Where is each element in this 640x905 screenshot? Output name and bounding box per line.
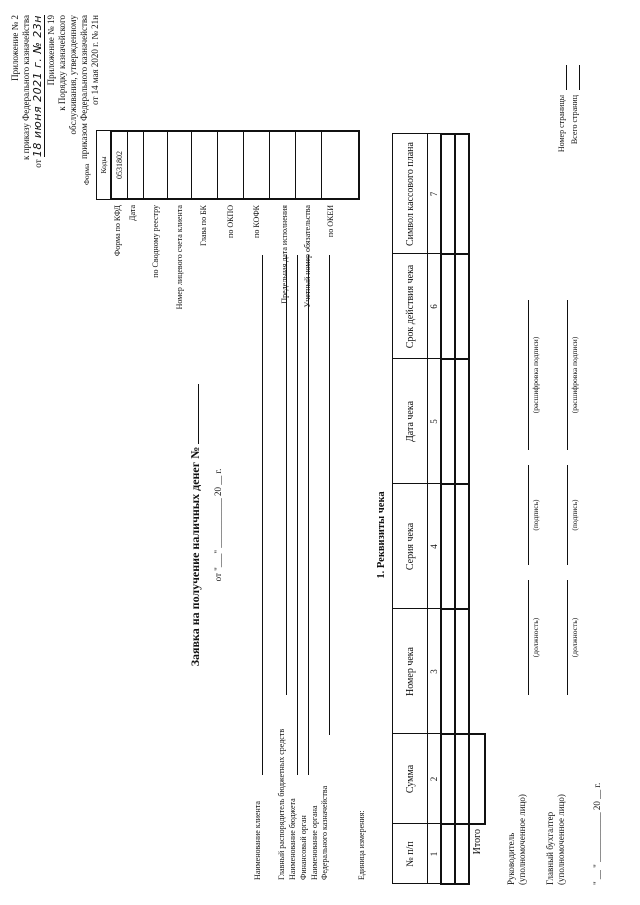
annex-order-line: к приказу Федерального казначейства [21,15,31,160]
label-account: Номер лицевого счета клиента [175,205,184,310]
code-okei [322,132,358,198]
col-header: Сумма [393,734,428,824]
head-decoding-field[interactable] [528,300,529,450]
codes-header: Коды [96,130,110,200]
total-pages-field[interactable] [579,65,580,90]
accountant-position-caption: (должность) [570,617,579,658]
form-label: Форма [82,163,91,185]
annex-sub-title: Приложение № 19 [46,15,56,86]
codes-box [110,130,360,200]
table-header-row [393,134,428,884]
cell[interactable] [441,484,455,609]
cell[interactable] [441,254,455,359]
section-title: 1. Реквизиты чека [376,491,387,579]
cell[interactable] [441,134,455,254]
col-header: Символ кассового плана [393,134,428,254]
page-number-field[interactable] [566,65,567,90]
head-label-1: Руководитель [506,832,516,885]
label-obligation: Учетный номер обязательства [303,205,312,308]
label-okpo: по ОКПО [226,205,235,238]
head-decoding-caption: (расшифровка подписи) [531,336,540,414]
code-deadline [270,132,296,198]
doc-title: Заявка на получение наличных денег № [188,315,203,735]
fin-field[interactable] [308,255,309,775]
col-number: 6 [428,254,442,359]
col-number: 5 [428,359,442,484]
table-row [441,134,455,884]
code-kfd: 0531802 [112,132,128,198]
col-header: Дата чека [393,359,428,484]
accountant-label-1: Главный бухгалтер [545,811,555,885]
label-date: Дата [128,205,137,221]
cell[interactable] [441,824,455,884]
head-signature-caption: (подпись) [531,499,540,531]
accountant-signature-field[interactable] [567,465,568,565]
col-header: Номер чека [393,609,428,734]
cell[interactable] [441,609,455,734]
label-okei: по ОКЕИ [326,205,335,238]
col-number: 2 [428,734,442,824]
label-registry: по Сводному реестру [151,205,160,278]
code-registry [144,132,168,198]
cell[interactable] [455,609,469,734]
signature-date-line: " __ " ___________ 20 __ г. [592,782,602,885]
label-gr: Главный распорядитель бюджетных средств [277,728,286,880]
cell[interactable] [455,824,469,884]
client-field[interactable] [262,255,263,775]
label-kfd: Форма по КФД [113,205,122,257]
label-glava: Глава по БК [199,205,208,246]
label-budget: Наименование бюджета [288,798,297,880]
label-kofk: по КОФК [252,205,261,238]
page-number-label: Номер страницы [557,95,566,153]
fk-field[interactable] [329,255,330,735]
accountant-decoding-caption: (расшифровка подписи) [570,336,579,414]
col-number: 3 [428,609,442,734]
label-client: Наименование клиента [253,801,262,880]
cell[interactable] [455,734,469,824]
total-pages-label: Всего страниц [570,95,579,145]
column-number-row [428,134,442,884]
col-number: 1 [428,824,442,884]
cell[interactable] [441,734,455,824]
handwritten-date: 18 июня 2021 г. № 23н [31,15,44,158]
total-label: Итого [472,829,483,855]
cell[interactable] [455,359,469,484]
annex-block: Приложение № 2 к приказу Федерального казначейства от 18 июня 2021 г. № 23н Приложение № 19 к Порядку казначейского обслуживания, утвержденному приказом Федерального казначейства от 14 мая 2020 г. № 21н [10,15,101,345]
col-header: № п/п [393,824,428,884]
label-fin: Финансовый орган [299,815,308,880]
code-kofk [244,132,270,198]
accountant-signature-caption: (подпись) [570,499,579,531]
cell[interactable] [455,484,469,609]
cell[interactable] [455,134,469,254]
head-label-2: (уполномоченное лицо) [517,794,527,885]
label-fk2: Федерального казначейства [320,785,329,880]
cell[interactable] [441,359,455,484]
table-row [455,134,469,884]
budget-field[interactable] [297,255,298,775]
accountant-position-field[interactable] [567,580,568,695]
cheque-table [392,133,486,885]
label-fk1: Наименование органа [310,805,319,880]
col-header: Серия чека [393,484,428,609]
cell[interactable] [455,254,469,359]
annex-title: Приложение № 2 [10,15,20,81]
total-sum-cell[interactable] [469,734,485,824]
col-header: Срок действия чека [393,254,428,359]
label-unit: Единица измерения: [357,810,366,880]
code-date [128,132,144,198]
code-okpo [218,132,244,198]
accountant-decoding-field[interactable] [567,300,568,450]
accountant-label-2: (уполномоченное лицо) [556,794,566,885]
col-number: 7 [428,134,442,254]
col-number: 4 [428,484,442,609]
code-obligation [296,132,322,198]
annex-date-line: от 18 июня 2021 г. № 23н [31,15,44,168]
head-position-field[interactable] [528,580,529,695]
code-account [168,132,192,198]
label-deadline: Предельная дата исполнения [280,205,289,304]
head-signature-field[interactable] [528,465,529,565]
total-row [469,134,485,884]
code-glava [192,132,218,198]
head-position-caption: (должность) [531,617,540,658]
doc-date-line: от "___" ___________ 20 __ г. [213,468,223,582]
gr-field[interactable] [286,255,287,695]
